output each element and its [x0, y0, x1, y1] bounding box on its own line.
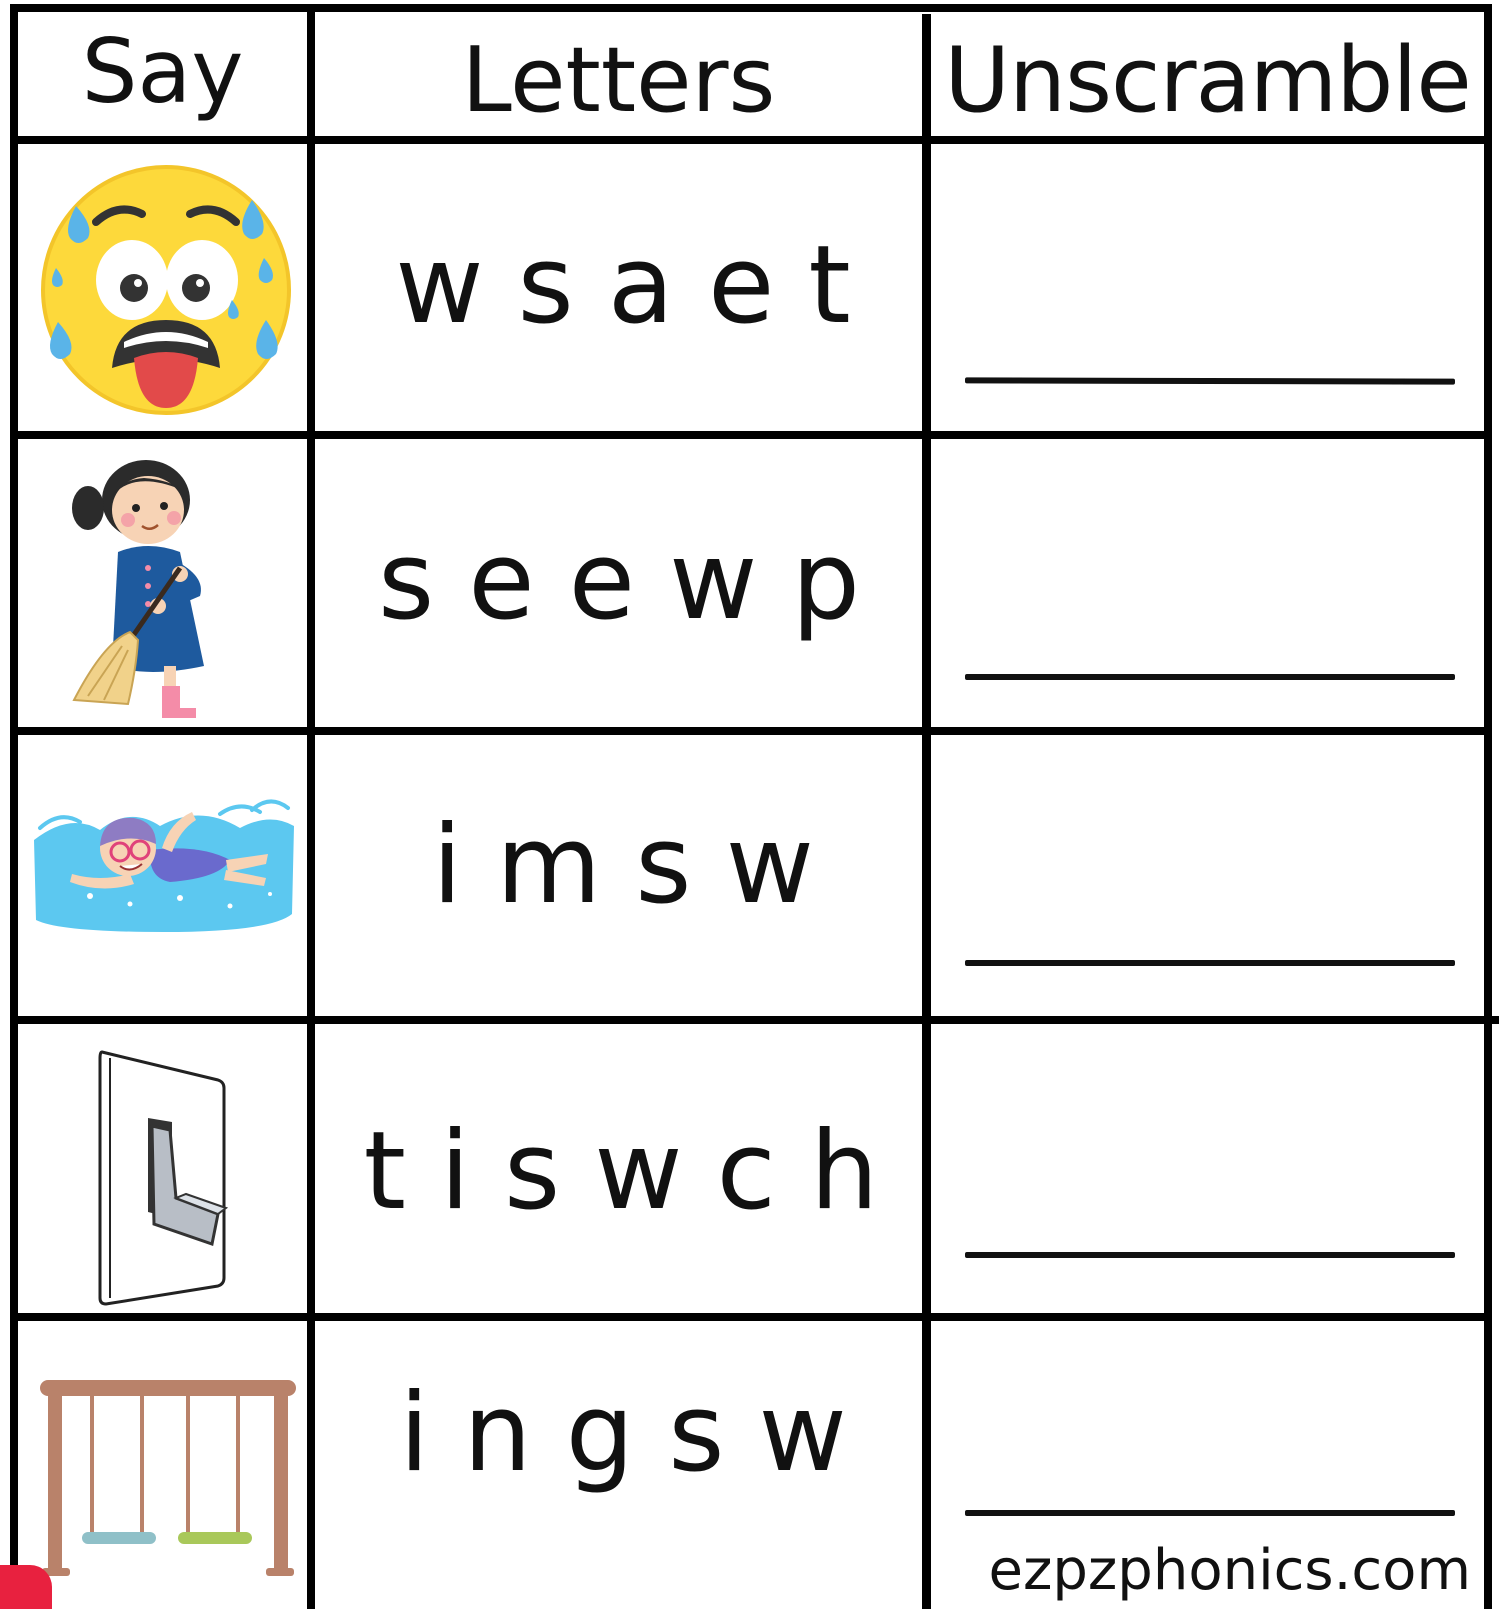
grid-line-col1: [307, 4, 315, 1609]
grid-line-left: [10, 4, 18, 1609]
answer-line-row-4[interactable]: [965, 1252, 1455, 1258]
light-switch-icon: [96, 1048, 236, 1306]
answer-line-row-1[interactable]: [965, 377, 1455, 384]
header-letters: Letters: [461, 28, 776, 133]
scrambled-letters-row-2: seewp: [377, 519, 895, 644]
grid-line-row2: [10, 727, 1492, 735]
answer-line-row-5[interactable]: [965, 1510, 1455, 1516]
grid-line-row4: [10, 1313, 1492, 1321]
scrambled-letters-row-3: imsw: [432, 803, 848, 928]
grid-line-header: [10, 136, 1492, 144]
scrambled-letters-row-5: ingsw: [399, 1371, 881, 1496]
grid-line-top: [10, 4, 1492, 12]
grid-line-row1: [10, 431, 1492, 439]
grid-line-row3: [18, 1016, 1499, 1024]
girl-sweeping-icon: [64, 456, 214, 722]
sweating-face-icon: [38, 162, 294, 418]
header-unscramble: Unscramble: [944, 28, 1471, 133]
corner-mark: [0, 1565, 52, 1609]
swing-set-icon: [38, 1378, 298, 1580]
swimmer-icon: [30, 786, 298, 936]
scrambled-letters-row-4: tiswch: [363, 1109, 913, 1234]
answer-line-row-3[interactable]: [965, 960, 1455, 966]
grid-line-right: [1484, 4, 1492, 1609]
answer-line-row-2[interactable]: [965, 674, 1455, 680]
header-say: Say: [81, 20, 244, 123]
site-footer: ezpzphonics.com: [988, 1538, 1471, 1603]
scrambled-letters-row-1: wsaet: [395, 223, 885, 348]
